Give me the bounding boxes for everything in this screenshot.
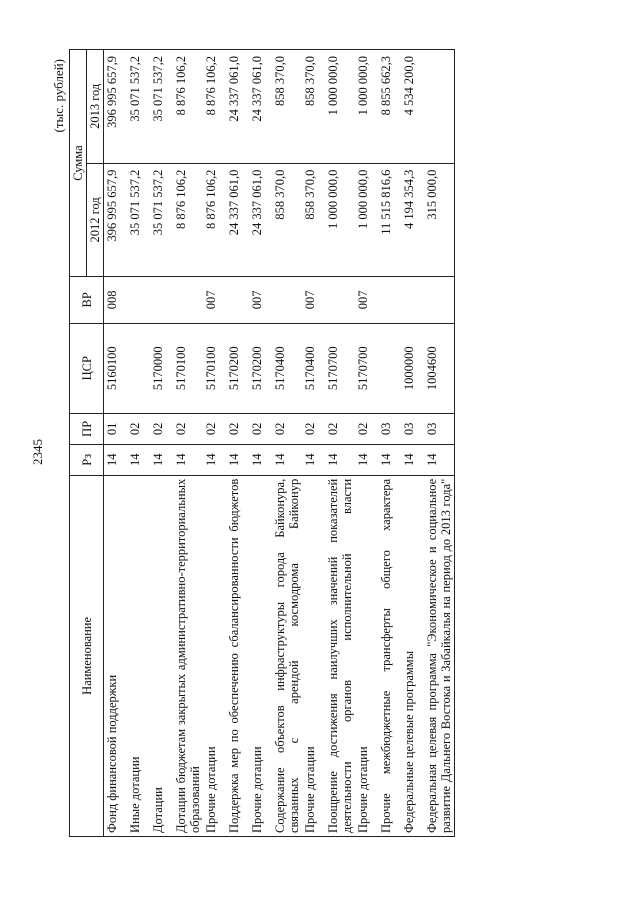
rz-cell: 14 xyxy=(355,444,378,475)
pr-cell: 02 xyxy=(302,413,325,444)
pr-cell: 02 xyxy=(355,413,378,444)
name-cell: Иные дотации xyxy=(127,475,150,836)
pr-cell: 02 xyxy=(249,413,272,444)
sum-2012-cell: 11 515 816,6 xyxy=(378,163,401,277)
csr-cell: 5170700 xyxy=(325,323,355,413)
name-cell xyxy=(173,475,203,836)
sum-2012-cell: 858 370,0 xyxy=(272,163,302,277)
sum-2012-cell: 24 337 061,0 xyxy=(226,163,249,277)
csr-cell: 5170000 xyxy=(150,323,173,413)
vr-cell xyxy=(424,277,455,323)
table-row xyxy=(302,50,325,837)
vr-cell xyxy=(272,277,302,323)
vr-cell: 007 xyxy=(249,277,272,323)
table-row xyxy=(272,50,302,837)
sum-2013-cell: 24 337 061,0 xyxy=(249,50,272,164)
csr-cell: 5170100 xyxy=(173,323,203,413)
header-pr: ПР xyxy=(70,413,104,444)
sum-2012-cell: 396 995 657,9 xyxy=(104,163,128,277)
vr-cell xyxy=(378,277,401,323)
sum-2013-cell: 8 876 106,2 xyxy=(203,50,226,164)
name-cell: Дотации xyxy=(150,475,173,836)
pr-cell: 02 xyxy=(127,413,150,444)
csr-cell: 5170200 xyxy=(226,323,249,413)
sum-2012-cell: 858 370,0 xyxy=(302,163,325,277)
name-cell: Прочие дотации xyxy=(203,475,226,836)
vr-cell xyxy=(226,277,249,323)
sum-2012-cell: 1 000 000,0 xyxy=(325,163,355,277)
sum-2012-cell: 4 194 354,3 xyxy=(401,163,424,277)
sum-2012-cell: 35 071 537,2 xyxy=(150,163,173,277)
pr-cell: 01 xyxy=(104,413,128,444)
name-cell: Прочие дотации xyxy=(302,475,325,836)
unit-note: (тыс. рублей) xyxy=(51,59,66,133)
sum-2013-cell: 35 071 537,2 xyxy=(127,50,150,164)
table-row xyxy=(401,50,424,837)
table-row xyxy=(127,50,150,837)
name-cell xyxy=(272,475,302,836)
header-2012: 2012 год xyxy=(87,163,104,277)
table-row xyxy=(226,50,249,837)
sum-2013-cell: 35 071 537,2 xyxy=(150,50,173,164)
rz-cell: 14 xyxy=(424,444,455,475)
name-cell xyxy=(424,475,455,836)
table-row xyxy=(249,50,272,837)
rz-cell: 14 xyxy=(226,444,249,475)
table-row xyxy=(203,50,226,837)
name-text: Поддержка мер по обеспечению сбалансированности бюджетов xyxy=(227,478,241,833)
table-row xyxy=(424,50,455,837)
name-text: Дотации бюджетам закрытых административно-территориальных образований xyxy=(174,478,202,833)
sum-2013-cell: 8 855 662,3 xyxy=(378,50,401,164)
rz-cell: 14 xyxy=(272,444,302,475)
csr-cell: 5170400 xyxy=(272,323,302,413)
vr-cell xyxy=(401,277,424,323)
name-cell xyxy=(378,475,401,836)
sum-2013-cell: 396 995 657,9 xyxy=(104,50,128,164)
name-cell: Фонд финансовой поддержки xyxy=(104,475,128,836)
pr-cell: 02 xyxy=(325,413,355,444)
rz-cell: 14 xyxy=(249,444,272,475)
sum-2012-cell: 1 000 000,0 xyxy=(355,163,378,277)
sum-2013-cell: 1 000 000,0 xyxy=(325,50,355,164)
page-number: 2345 xyxy=(30,439,45,465)
sum-2013-cell xyxy=(424,50,455,164)
vr-cell xyxy=(173,277,203,323)
vr-cell xyxy=(325,277,355,323)
rotated-table-container xyxy=(51,47,595,837)
pr-cell: 03 xyxy=(424,413,455,444)
table-row xyxy=(325,50,355,837)
rz-cell: 14 xyxy=(203,444,226,475)
table-header xyxy=(70,50,104,837)
sum-2012-cell: 8 876 106,2 xyxy=(173,163,203,277)
csr-cell: 5170700 xyxy=(355,323,378,413)
sum-2012-cell: 315 000,0 xyxy=(424,163,455,277)
csr-cell: 1004600 xyxy=(424,323,455,413)
rz-cell: 14 xyxy=(302,444,325,475)
name-cell: Прочие дотации xyxy=(355,475,378,836)
name-text: Прочие межбюджетные трансферты общего характера xyxy=(379,478,393,833)
pr-cell: 02 xyxy=(150,413,173,444)
name-text: Поощрение достижения наилучших значений показателей деятельности органов исполнительной власти xyxy=(326,478,354,833)
csr-cell: 5170100 xyxy=(203,323,226,413)
table-row xyxy=(355,50,378,837)
table-row xyxy=(378,50,401,837)
csr-cell: 5170400 xyxy=(302,323,325,413)
vr-cell: 007 xyxy=(302,277,325,323)
csr-cell xyxy=(127,323,150,413)
pr-cell: 03 xyxy=(401,413,424,444)
pr-cell: 02 xyxy=(272,413,302,444)
header-vr: ВР xyxy=(70,277,104,323)
name-cell: Федеральные целевые программы xyxy=(401,475,424,836)
name-text: Федеральная целевая программа "Экономическое и социальное развитие Дальнего Востока и Забайкалья на период до 2013 года" xyxy=(425,478,453,833)
csr-cell: 5170200 xyxy=(249,323,272,413)
sum-2013-cell: 858 370,0 xyxy=(302,50,325,164)
csr-cell: 1000000 xyxy=(401,323,424,413)
rz-cell: 14 xyxy=(127,444,150,475)
name-text: Содержание объектов инфраструктуры города Байконура, связанных с арендой космодрома Байконур xyxy=(273,478,301,833)
name-cell xyxy=(325,475,355,836)
vr-cell: 008 xyxy=(104,277,128,323)
header-csr: ЦСР xyxy=(70,323,104,413)
rz-cell: 14 xyxy=(378,444,401,475)
rz-cell: 14 xyxy=(401,444,424,475)
pr-cell: 02 xyxy=(226,413,249,444)
vr-cell xyxy=(150,277,173,323)
rz-cell: 14 xyxy=(150,444,173,475)
rz-cell: 14 xyxy=(173,444,203,475)
vr-cell: 007 xyxy=(203,277,226,323)
csr-cell: 5160100 xyxy=(104,323,128,413)
header-rz: Рз xyxy=(70,444,104,475)
sum-2012-cell: 35 071 537,2 xyxy=(127,163,150,277)
vr-cell: 007 xyxy=(355,277,378,323)
sum-2013-cell: 1 000 000,0 xyxy=(355,50,378,164)
table-row xyxy=(150,50,173,837)
header-sum: Сумма xyxy=(70,50,87,277)
header-name: Наименование xyxy=(70,475,104,836)
sum-2012-cell: 24 337 061,0 xyxy=(249,163,272,277)
sum-2012-cell: 8 876 106,2 xyxy=(203,163,226,277)
vr-cell xyxy=(127,277,150,323)
sum-2013-cell: 858 370,0 xyxy=(272,50,302,164)
table-body xyxy=(104,50,455,837)
name-cell: Прочие дотации xyxy=(249,475,272,836)
pr-cell: 02 xyxy=(173,413,203,444)
rz-cell: 14 xyxy=(325,444,355,475)
pr-cell: 02 xyxy=(203,413,226,444)
csr-cell xyxy=(378,323,401,413)
sum-2013-cell: 24 337 061,0 xyxy=(226,50,249,164)
sum-2013-cell: 8 876 106,2 xyxy=(173,50,203,164)
rz-cell: 14 xyxy=(104,444,128,475)
table-row xyxy=(173,50,203,837)
name-cell xyxy=(226,475,249,836)
budget-table xyxy=(69,49,455,837)
header-2013: 2013 год xyxy=(87,50,104,164)
sum-2013-cell: 4 534 200,0 xyxy=(401,50,424,164)
pr-cell: 03 xyxy=(378,413,401,444)
table-row xyxy=(104,50,128,837)
